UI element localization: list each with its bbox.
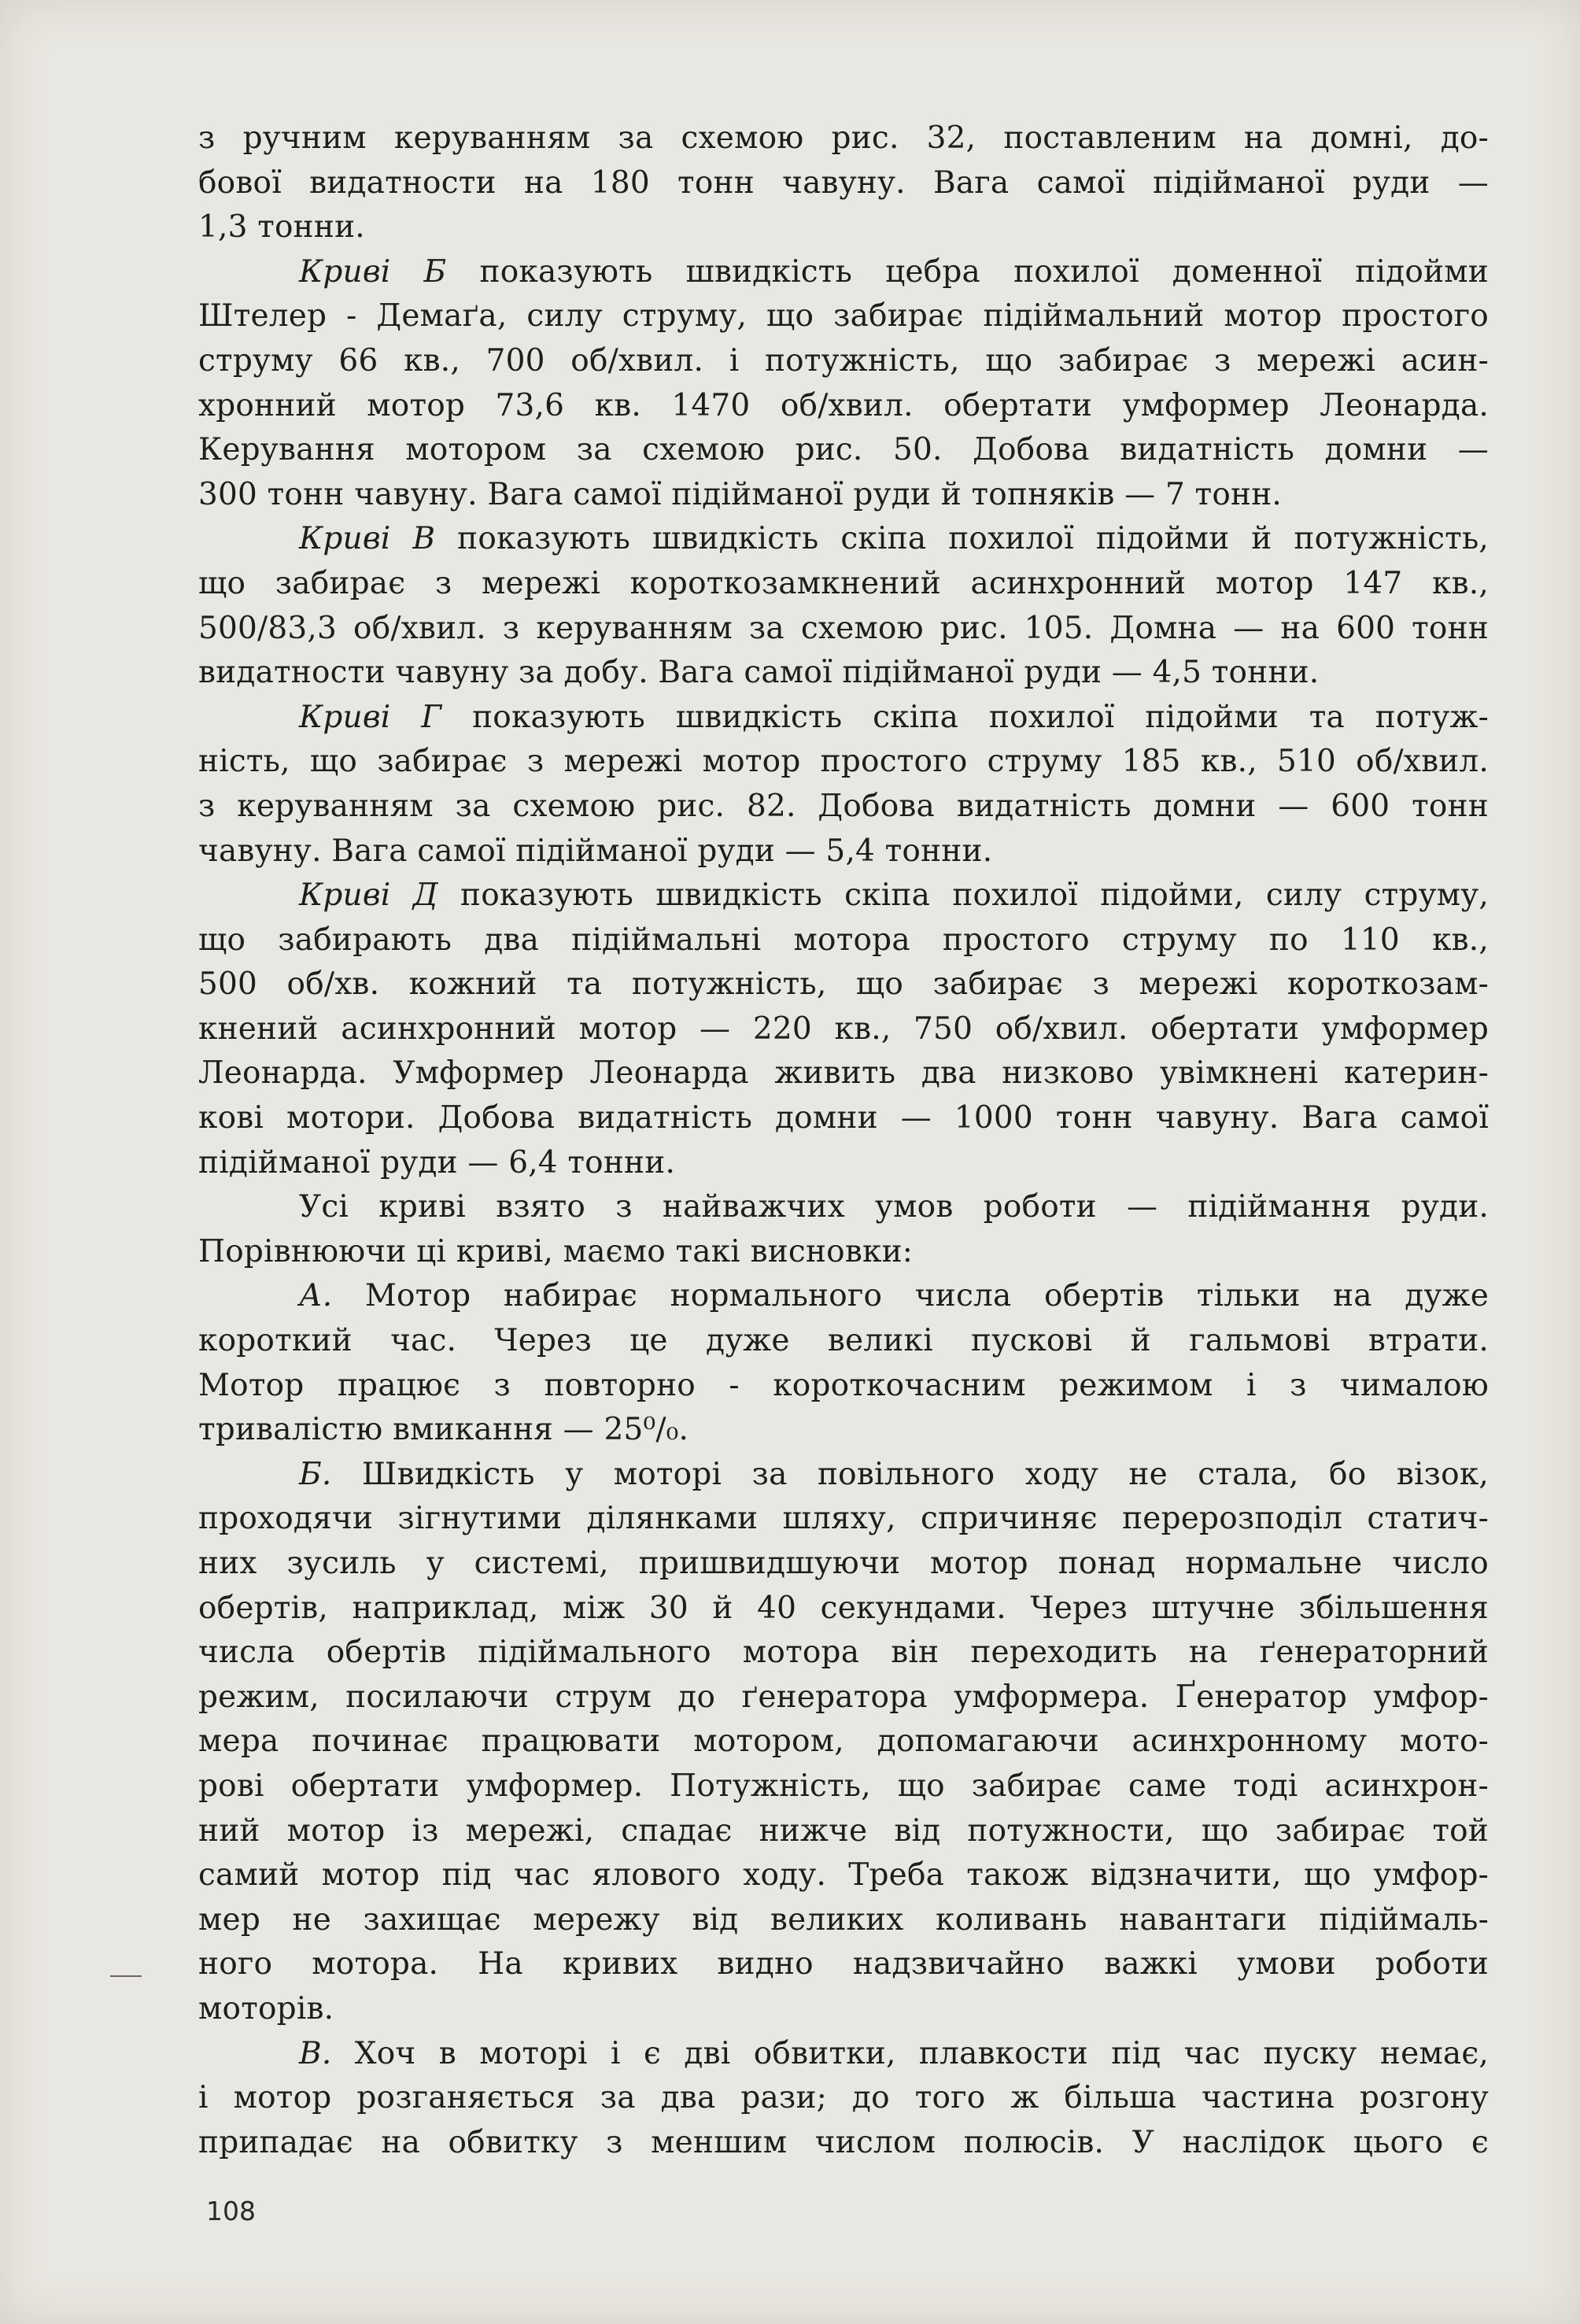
text-line: 500/83,3 об/хвил. з керуванням за схемою рис. 105. Домна — на 600 тонн (198, 610, 1489, 646)
conclusion-letter: А. (299, 1278, 333, 1314)
text-run: Мотор набирає нормального числа обертів тільки на дуже (332, 1278, 1489, 1314)
text-line: бової видатности на 180 тонн чавуну. Вага самої підійманої руди — (198, 164, 1489, 201)
conclusion-letter: Б. (299, 1456, 332, 1492)
conclusion-b (198, 1453, 1489, 1498)
curve-label: Криві В (299, 521, 436, 557)
conclusion-v (198, 2032, 1489, 2077)
text-run: показують швидкість скіпа похилої підойми й потужність, (435, 521, 1489, 557)
text-line: чавуну. Вага самої підійманої руди — 5,4 тонни. (198, 833, 993, 869)
text-line: них зусиль у системі, пришвидшуючи мотор понад нормальне число (198, 1546, 1489, 1581)
text-line: режим, посилаючи струм до ґенератора умформера. Ґенератор умфор- (198, 1679, 1489, 1715)
text-line: припадає на обвитку з меншим числом полюсів. У наслідок цього є (198, 2124, 1489, 2160)
text-line: тривалістю вмикання — 25⁰/₀. (198, 1412, 689, 1448)
text-line: з ручним керуванням за схемою рис. 32, поставленим на домні, до- (198, 120, 1489, 156)
conclusion-letter: В. (299, 2035, 332, 2071)
paragraph-curves-v (198, 517, 1489, 562)
text-line: що забирають два підіймальні мотора простого струму по 110 кв., (198, 922, 1489, 958)
body-text (198, 116, 1489, 2165)
text-run: Швидкість у моторі за повільного ходу не стала, бо візок, (331, 1456, 1489, 1492)
text-line: що забирає з мережі короткозамкнений асинхронний мотор 147 кв., (198, 565, 1489, 601)
text-line: числа обертів підіймального мотора він переходить на ґенераторний (198, 1635, 1489, 1671)
text-run: Хоч в моторі і є дві обвитки, плавкости під час пуску немає, (331, 2035, 1489, 2071)
text-line: рові обертати умформер. Потужність, що забирає саме тоді асинхрон- (198, 1768, 1489, 1804)
text-line: мера починає працювати мотором, допомагаючи асинхронному мото- (198, 1724, 1489, 1760)
text-line: і мотор розганяється за два рази; до того ж більша частина розгону (198, 2080, 1489, 2116)
text-line: ність, що забирає з мережі мотор простого струму 185 кв., 510 об/хвил. (198, 744, 1489, 780)
text-run: показують швидкість скіпа похилої підойми та потуж- (441, 699, 1490, 735)
text-line: ний мотор із мережі, спадає нижче від потужности, що забирає той (198, 1812, 1489, 1849)
text-line: 500 об/хв. кожний та потужність, що забирає з мережі короткозам- (198, 966, 1489, 1003)
text-line: мер не захищає мережу від великих коливань навантаги підіймаль- (198, 1901, 1489, 1938)
text-line: ного мотора. На кривих видно надзвичайно важкі умови роботи (198, 1946, 1489, 1982)
text-line: Леонарда. Умформер Леонарда живить два низково увімкнені катерин- (198, 1055, 1489, 1092)
text-line: кові мотори. Добова видатність домни — 1000 тонн чавуну. Вага самої (198, 1100, 1489, 1136)
conclusion-a (198, 1274, 1489, 1319)
text-line: 1,3 тонни. (198, 209, 365, 246)
page-number: 108 (206, 2196, 256, 2226)
text-line: Порівнюючи ці криві, маємо такі висновки: (198, 1233, 914, 1269)
text-line: 300 тонн чавуну. Вага самої підійманої руди й топняків — 7 тонн. (198, 476, 1282, 512)
curve-label: Криві Г (299, 699, 442, 735)
text-line: Штелер - Демаґа, силу струму, що забирає підіймальний мотор простого (198, 298, 1489, 334)
text-run: показують швидкість цебра похилої доменної підойми (446, 253, 1489, 290)
text-line: Мотор працює з повторно - короткочасним режимом і з чималою (198, 1367, 1489, 1403)
curve-label: Криві Д (299, 878, 438, 914)
text-line: проходячи зігнутими ділянками шляху, спричиняє перерозподіл статич- (198, 1501, 1489, 1537)
text-line: видатности чавуну за добу. Вага самої підійманої руди — 4,5 тонни. (198, 655, 1320, 691)
text-line: хронний мотор 73,6 кв. 1470 об/хвил. обертати умформер Леонарда. (198, 387, 1489, 423)
text-run: показують швидкість скіпа похилої підойми, силу струму, (437, 878, 1489, 914)
text-line: короткий час. Через це дуже великі пускові й гальмові втрати. (198, 1323, 1489, 1359)
text-line: обертів, наприклад, між 30 й 40 секундами. Через штучне збільшення (198, 1590, 1489, 1626)
paragraph-curves-b (198, 250, 1489, 295)
text-line: струму 66 кв., 700 об/хвил. і потужність, що забирає з мережі асин- (198, 342, 1489, 379)
text-line: підійманої руди — 6,4 тонни. (198, 1144, 676, 1180)
text-line: з керуванням за схемою рис. 82. Добова видатність домни — 600 тонн (198, 788, 1489, 824)
paragraph-curves-d (198, 874, 1489, 918)
paragraph-curves-g (198, 696, 1489, 741)
text-line: самий мотор під час ялового ходу. Треба також відзначити, що умфор- (198, 1857, 1489, 1894)
text-line: Керування мотором за схемою рис. 50. Добова видатність домни — (198, 432, 1489, 468)
margin-mark (110, 1975, 142, 1977)
paragraph-summary: Усі криві взято з найважчих умов роботи — підіймання руди. (299, 1189, 1489, 1225)
text-line: кнений асинхронний мотор — 220 кв., 750 об/хвил. обертати умформер (198, 1011, 1489, 1047)
text-line: моторів. (198, 1990, 334, 2027)
curve-label: Криві Б (299, 253, 447, 290)
